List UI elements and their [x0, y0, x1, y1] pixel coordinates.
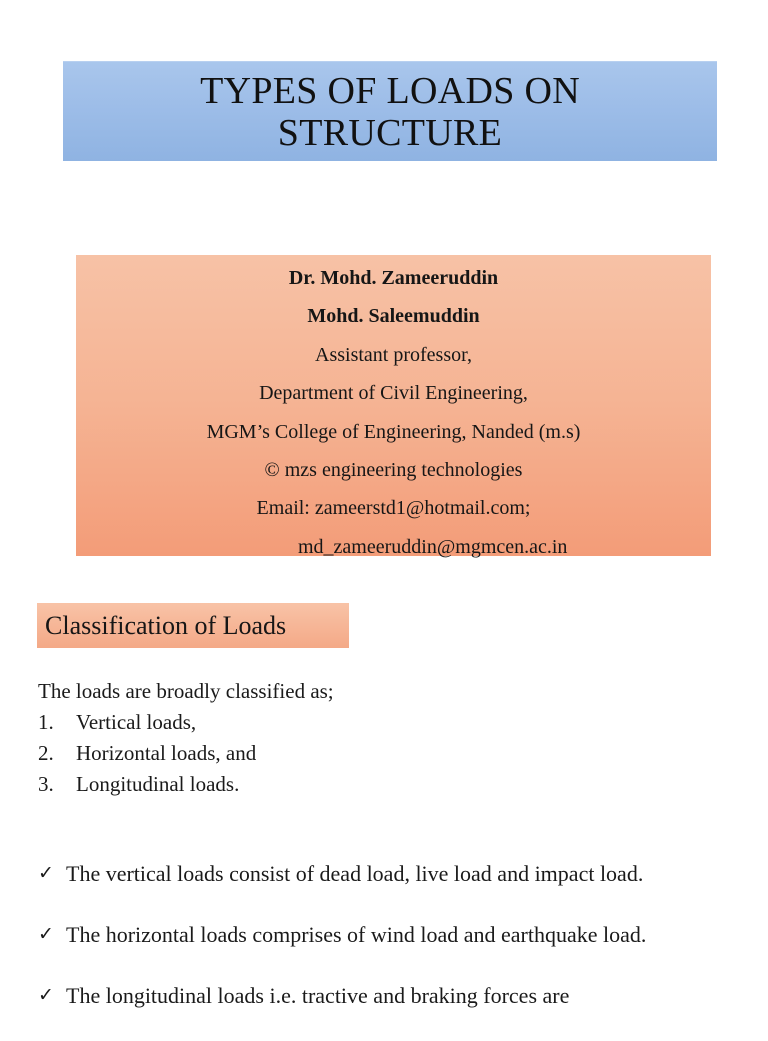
check-mark-icon: ✓ [38, 923, 54, 945]
list-number: 2. [38, 741, 54, 765]
bullet-list [38, 858, 742, 1041]
list-number: 1. [38, 710, 54, 734]
author-department: Department of Civil Engineering, [259, 382, 528, 405]
bullet-text: The longitudinal loads i.e. tractive and braking forces are [66, 983, 570, 1008]
intro-lead: The loads are broadly classified as; [38, 679, 334, 703]
copyright-line: © mzs engineering technologies [264, 459, 523, 482]
section-heading-box [37, 603, 349, 648]
author-name-2: Mohd. Saleemuddin [307, 305, 480, 328]
author-college: MGM’s College of Engineering, Nanded (m.s) [206, 420, 581, 443]
author-info-box [76, 255, 711, 556]
bullet-text: The vertical loads consist of dead load, live load and impact load. [66, 861, 644, 886]
check-mark-icon: ✓ [38, 984, 54, 1006]
title-line-1: TYPES OF LOADS ON [200, 69, 580, 112]
list-item [38, 738, 738, 769]
bullet-item [38, 858, 742, 889]
title-line-2: STRUCTURE [277, 111, 503, 154]
section-heading: Classification of Loads [45, 610, 287, 640]
classification-intro [38, 676, 738, 800]
author-name-1: Dr. Mohd. Zameeruddin [288, 267, 499, 289]
list-item [38, 707, 738, 738]
bullet-text: The horizontal loads comprises of wind load and earthquake load. [66, 922, 647, 947]
title-banner [63, 61, 717, 161]
list-text: Vertical loads, [76, 710, 197, 734]
email-line-1: Email: zameerstd1@hotmail.com; [256, 497, 531, 520]
list-number: 3. [38, 772, 54, 796]
author-position: Assistant professor, [315, 343, 472, 366]
bullet-item [38, 919, 742, 950]
list-text: Longitudinal loads. [76, 772, 240, 796]
email-line-2: md_zameeruddin@mgmcen.ac.in [298, 535, 568, 558]
check-mark-icon: ✓ [38, 862, 54, 884]
list-text: Horizontal loads, and [76, 741, 257, 765]
bullet-item [38, 980, 742, 1011]
list-item [38, 769, 738, 800]
